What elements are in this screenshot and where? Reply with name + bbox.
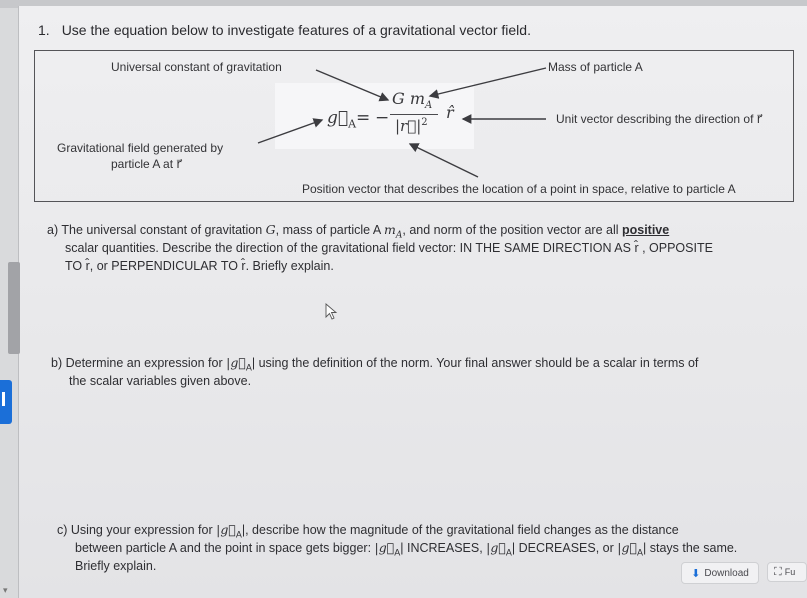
label-universal-constant: Universal constant of gravitation [111,60,282,74]
equation-denominator: $|r⃗|^2$ [395,117,428,135]
part-a-line3: TO r̂, or PERPENDICULAR TO r̂. Briefly explain. [65,259,334,273]
part-a-line1: a) The universal constant of gravitation G, mass of particle A $m_A$, and norm of the position vector are all positive [47,222,670,241]
part-a-line2: scalar quantities. Describe the direction of the gravitational field vector: IN THE SAME DIRECTION AS r̂ , OPPOSITE [65,241,713,255]
label-field-line2: particle A at r⃗ [111,157,182,171]
fullscreen-button[interactable] [767,562,807,582]
download-icon: ⬇ [691,567,701,580]
question-number: 1. [38,22,50,38]
equation-equals: = [356,108,371,128]
part-c-line3: Briefly explain. [75,559,157,573]
question-text: Use the equation below to investigate features of a gravitational vector field. [61,22,531,38]
scroll-down-icon[interactable]: ▾ [3,585,8,595]
equation-lhs: $g⃗_A$ [327,108,357,131]
arrow-to-G [316,70,388,100]
arrow-to-mass [430,68,546,96]
arrow-to-position [410,144,478,177]
label-position-vector: Position vector that describes the location of a point in space, relative to particle A [302,182,736,196]
mouse-cursor-icon [326,304,336,319]
download-label: Download [704,567,749,579]
label-field-line1: Gravitational field generated by [57,141,224,155]
arrow-to-field [258,120,322,143]
part-c-line2: between particle A and the point in space gets bigger: $|g⃗_A|$ INCREASES, $|g⃗_A|$ DECREASES, or $|g⃗_A|$ stays the same. [75,540,738,558]
equation-minus: − [375,108,390,128]
part-b-line1: b) Determine an expression for $|g⃗_A|$ using the definition of the norm. Your final answer should be a scalar in terms of [51,355,699,373]
equation-numerator: G $m_A$ [392,89,433,112]
label-mass: Mass of particle A [548,60,643,74]
fullscreen-icon: ⛶ [774,565,782,578]
download-button[interactable] [681,562,759,584]
equation-unit-vector: r̂ [446,103,454,122]
part-b-line2: the scalar variables given above. [69,374,252,388]
part-c-line1: c) Using your expression for $|g⃗_A|$, describe how the magnitude of the gravitational field changes as the distance [57,522,679,540]
emphasis-positive: positive [621,223,670,237]
fullscreen-label: Fu [784,567,796,577]
label-unit-vector: Unit vector describing the direction of r⃗ [556,112,762,126]
